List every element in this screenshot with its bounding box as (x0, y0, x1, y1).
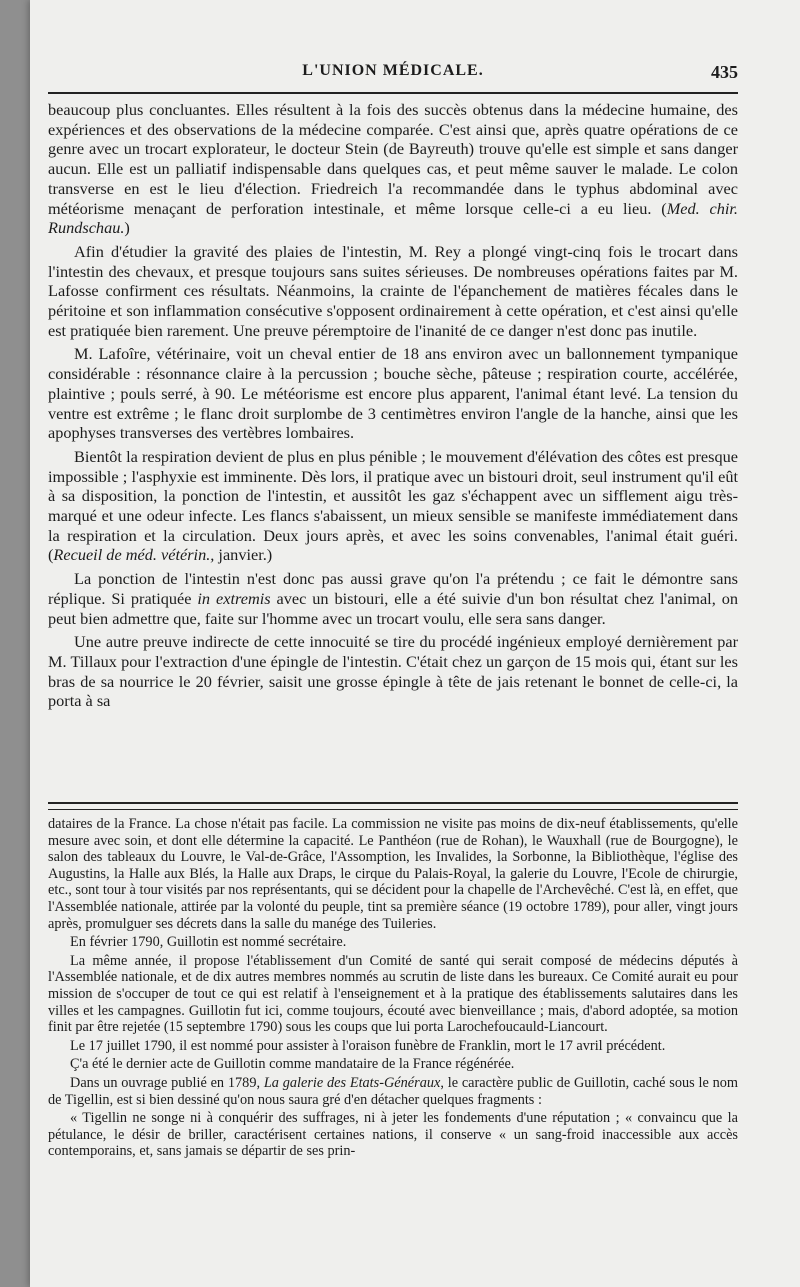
italic-citation: La galerie des Etats-Généraux (263, 1074, 441, 1091)
footnote-paragraph (48, 1038, 738, 1055)
text-run: , le caractère public de Guillotin, caché sous le nom de Tigellin, est si bien dessiné qu'on nous saura gré d'en détacher quelques fragments : (48, 1074, 738, 1108)
text-run: dataires de la France. La chose n'était pas facile. La commission ne visite pas moins de dix-neuf établissements, qu'elle mesure avec soin, et dont elle détermine la capacité. Le Panthéon (rue de Rohan), le Wauxhall (rue de Bourgogne), le salon des tableaux du Louvre, le Val-de-Grâce, l'Assomption, les Invalides, la Sorbonne, la Bibliothèque, l'église des Augustins, la Halle aux Blés, la Halle aux Draps, le cirque du Palais-Royal, la galerie du Louvre, l'Ecole de chirurgie, etc., sont tour à tour visités par nos représentants, qui se décident pour la chapelle de l'Archevêché. C'est là, en effet, que l'Assemblée nationale, attirée par la volonté du peuple, tint sa première séance (19 octobre 1789), pour aller, vingt jours après, promulguer ses décrets dans la salle du manége des Tuileries. (48, 816, 738, 932)
text-run: janvier.) (214, 545, 273, 565)
footnote-paragraph (48, 934, 738, 951)
text-run: La même année, il propose l'établissement d'un Comité de santé qui serait composé de médecins députés à l'Assemblée nationale, et de dix autres membres nommés au scrutin de liste dans les bureaux. Ce Comité aurait eu pour mission de s'occuper de tout ce qui est relatif à l'enseignement et à la pratique des établissements salutaires dans les villes et les campagnes. Guillotin fut ici, comme toujours, écouté avec bienveillance ; mais, d'abord adoptée, sa motion finit par être rejetée (15 septembre 1790) sous les coups que lui porta Larochefoucauld-Liancourt. (48, 952, 738, 1036)
body-paragraph (48, 569, 738, 628)
footnote-paragraph (48, 1056, 738, 1073)
page-header (48, 62, 738, 88)
text-run: Bientôt la respiration devient de plus en plus pénible ; le mouvement d'élévation des côtes est presque impossible ; l'asphyxie est imminente. Dès lors, il pratique avec un bistouri droit, seul instrument qu'il eût à sa disposition, la ponction de l'intestin, et aussitôt les gaz s'échappent avec un sifflement aigu très-marqué et une odeur infecte. Les flancs s'abaissent, un mieux sensible se manifeste immédiatement dans la respiration et la circulation. Deux jours après, et avec les soins convenables, l'animal était guéri. ( (48, 446, 738, 565)
footnote-paragraph (48, 1075, 738, 1108)
footnote-paragraph (48, 953, 738, 1036)
body-paragraph (48, 632, 738, 711)
text-run: La ponction de l'intestin n'est donc pas aussi grave qu'on l'a prétendu ; ce fait le démontre sans réplique. Si pratiquée (48, 569, 738, 608)
text-run: Une autre preuve indirecte de cette innocuité se tire du procédé ingénieux employé dernièrement par M. Tillaux pour l'extraction d'une épingle de l'intestin. C'était chez un garçon de 15 mois qui, étant sur les bras de sa nourrice le 20 février, saisit une grosse épingle à tête de jais retenant le bonnet de celle-ci, la porta à sa (48, 632, 738, 711)
italic-citation: in extremis (197, 588, 271, 608)
text-run: avec un bistouri, elle a été suivie d'un bon résultat chez l'animal, on peut bien admettre que, faite sur l'homme avec un trocart voulu, elle sera sans danger. (48, 588, 739, 628)
text-run: ) (124, 218, 130, 238)
text-run: Le 17 juillet 1790, il est nommé pour assister à l'oraison funèbre de Franklin, mort le 17 avril précédent. (70, 1037, 666, 1054)
text-run: En février 1790, Guillotin est nommé secrétaire. (70, 934, 347, 951)
body-paragraph (48, 100, 738, 238)
body-paragraph (48, 447, 738, 565)
text-run: Dans un ouvrage publié en 1789, (70, 1074, 264, 1091)
footnote-separator (48, 802, 738, 810)
footnote-paragraph (48, 816, 738, 932)
footnote-paragraph (48, 1110, 738, 1160)
text-run: Ç'a été le dernier acte de Guillotin comme mandataire de la France régénérée. (70, 1056, 515, 1073)
text-run: M. Lafoîre, vétérinaire, voit un cheval entier de 18 ans environ avec un ballonnement tympanique considérable : résonnance claire à la percussion ; bouche sèche, pâteuse ; respiration courte, accélérée, plaintive ; pouls serré, à 90. Le météorisme est encore plus apparent, l'animal étant levé. La tension du ventre est extrême ; le flanc droit surplombe de 3 centimètres environ l'angle de la hanche, ainsi que les apophyses transverses des vertèbres lombaires. (48, 344, 738, 443)
footnote-body (48, 816, 738, 1160)
main-text-body (48, 100, 738, 715)
header-rule (48, 92, 738, 94)
text-run: Afin d'étudier la gravité des plaies de l'intestin, M. Rey a plongé vingt-cinq fois le trocart dans l'intestin des chevaux, et presque toujours sans suites sérieuses. De nombreuses opérations faites par M. Lafosse confirment ces résultats. Néanmoins, la crainte de l'épanchement de matières fécales dans le péritoine et son inflammation consécutive s'opposent ordinairement à cette opération, et c'est ainsi qu'elle est pratiquée bien rarement. Une preuve péremptoire de l'inanité de ce danger n'est donc pas inutile. (48, 241, 738, 340)
page-number: 435 (711, 62, 738, 82)
italic-citation: Recueil de méd. vétérin., (53, 545, 215, 565)
running-title: L'UNION MÉDICALE. (302, 62, 484, 79)
text-run: « Tigellin ne songe ni à conquérir des suffrages, ni à jeter les fondements d'une réputation ; « convaincu que la pétulance, le désir de briller, caractérisent certaines nations, il conserve « un sang-froid inaccessible aux accès contemporains, et, sans jamais se départir de ses prin- (48, 1110, 738, 1160)
text-run: beaucoup plus concluantes. Elles résultent à la fois des succès obtenus dans la médecine humaine, des expériences et des observations de la médecine comparée. C'est ainsi que, après quatre opérations de ce genre avec un trocart explorateur, le docteur Stein (de Bayreuth) trouve qu'elle est simple et sans danger aucun. Elle est un palliatif indispensable dans quelques cas, et peut même sauver le malade. Le colon transverse en est le lieu d'élection. Friedreich l'a recommandée dans le typhus abdominal avec météorisme menaçant de perforation intestinale, et même lorsque celle-ci a eu lieu. ( (48, 100, 738, 218)
body-paragraph (48, 344, 738, 443)
italic-citation: Med. chir. Rundschau. (48, 198, 738, 238)
body-paragraph (48, 242, 738, 341)
